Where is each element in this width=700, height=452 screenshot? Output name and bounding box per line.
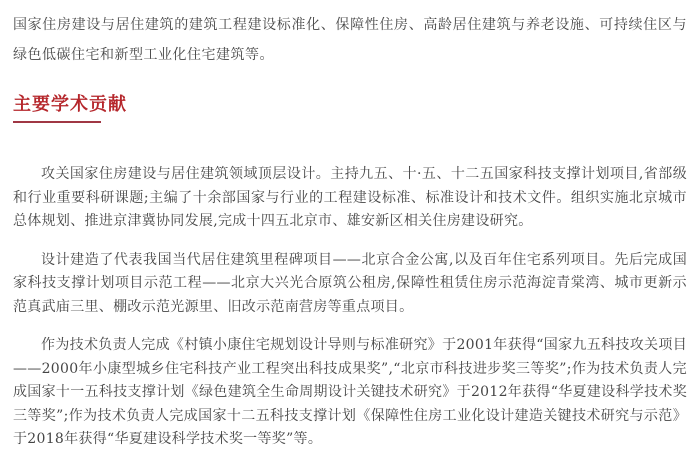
heading-underline	[13, 121, 101, 123]
section-heading: 主要学术贡献	[13, 94, 127, 115]
body-paragraph-3: 作为技术负责人完成《村镇小康住宅规划设计导则与标准研究》于2001年获得“国家九五科技攻关项目——2000年小康型城乡住宅科技产业工程突出科技成果奖”,“北京市科技进步奖三等奖”;作为技术负责人完成国家十一五科技支撑计划《绿色建筑全生命周期设计关键技术研究》于2012年获得“华夏建设科学技术奖三等奖”;作为技术负责人完成国家十二五科技支撑计划《保障性住房工业化设计建造关键技术研究与示范》于2018年获得“华夏建设科学技术奖一等奖”等。	[13, 337, 687, 447]
intro-paragraph: 国家住房建设与居住建筑的建筑工程建设标准化、保障性住房、高龄居住建筑与养老设施、可持续住区与绿色低碳住宅和新型工业化住宅建筑等。	[13, 17, 687, 63]
body-paragraph-1: 攻关国家住房建设与居住建筑领域顶层设计。主持九五、十·五、十二五国家科技支撑计划项目,省部级和行业重要科研课题;主编了十余部国家与行业的工程建设标准、标准设计和技术文件。组织实施北京城市总体规划、推进京津冀协同发展,完成十四五北京市、雄安新区相关住房建设研究。	[13, 166, 687, 229]
body-paragraph-2: 设计建造了代表我国当代居住建筑里程碑项目——北京合金公寓,以及百年住宅系列项目。先后完成国家科技支撑计划项目示范工程——北京大兴光合原筑公租房,保障性租赁住房示范海淀青棠湾、城市更新示范真武庙三里、棚改示范光源里、旧改示范南营房等重点项目。	[13, 251, 687, 315]
